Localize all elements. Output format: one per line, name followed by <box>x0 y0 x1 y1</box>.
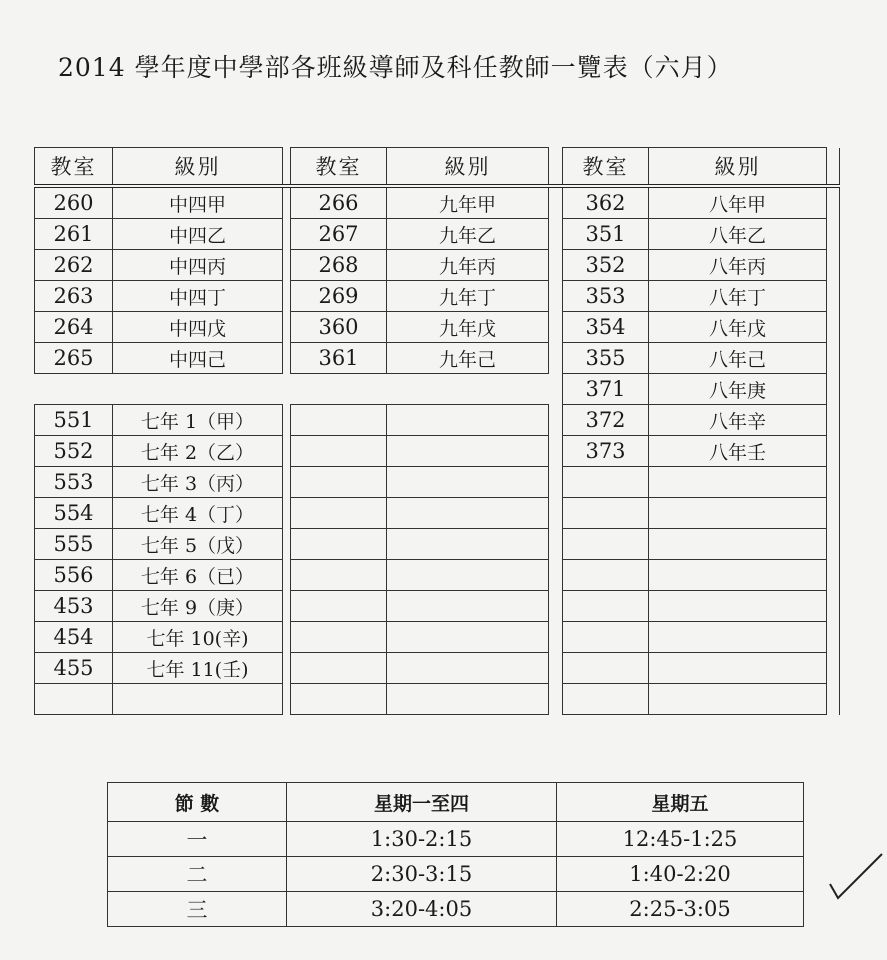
empty-cell <box>291 436 387 467</box>
period-label: 二 <box>108 857 287 892</box>
empty-cell <box>387 498 549 529</box>
empty-cell <box>291 622 387 653</box>
empty-cell <box>649 591 827 622</box>
grade-name: 七年 3（丙） <box>113 467 283 498</box>
column-gap <box>827 312 840 343</box>
empty-cell <box>291 591 387 622</box>
grade-name: 八年壬 <box>649 436 827 467</box>
table-row <box>35 684 840 715</box>
grade-header: 級別 <box>113 148 283 187</box>
room-number: 454 <box>35 622 113 653</box>
table-row <box>35 312 840 343</box>
mon-thu-time: 1:30-2:15 <box>287 822 557 857</box>
grade-name: 七年 6（已） <box>113 560 283 591</box>
empty-cell <box>649 560 827 591</box>
class-room-table <box>34 147 840 715</box>
column-gap <box>827 436 840 467</box>
grade-name: 九年乙 <box>387 219 549 250</box>
room-number: 455 <box>35 653 113 684</box>
column-gap <box>827 529 840 560</box>
column-gap <box>283 250 291 281</box>
grade-name: 九年己 <box>387 343 549 374</box>
empty-cell <box>35 684 113 715</box>
table-row <box>35 343 840 374</box>
column-gap <box>827 498 840 529</box>
empty-cell <box>291 467 387 498</box>
column-gap <box>283 498 291 529</box>
empty-cell <box>649 622 827 653</box>
empty-cell <box>563 653 649 684</box>
empty-cell <box>563 498 649 529</box>
column-gap <box>283 560 291 591</box>
empty-cell <box>563 622 649 653</box>
empty-cell <box>291 498 387 529</box>
grade-name: 中四己 <box>113 343 283 374</box>
column-gap <box>549 312 563 343</box>
table-row <box>35 436 840 467</box>
empty-cell <box>827 684 840 715</box>
column-gap <box>549 186 563 219</box>
room-number: 354 <box>563 312 649 343</box>
room-number: 351 <box>563 219 649 250</box>
empty-cell <box>387 684 549 715</box>
grade-name: 八年戊 <box>649 312 827 343</box>
room-number: 453 <box>35 591 113 622</box>
checkmark-icon <box>826 848 886 908</box>
empty-cell <box>649 684 827 715</box>
empty-cell <box>291 653 387 684</box>
room-number: 556 <box>35 560 113 591</box>
room-number: 371 <box>563 374 649 405</box>
column-gap <box>283 148 291 187</box>
room-number: 268 <box>291 250 387 281</box>
column-gap <box>283 653 291 684</box>
grade-name: 九年丁 <box>387 281 549 312</box>
room-number: 269 <box>291 281 387 312</box>
schedule-row <box>108 892 804 927</box>
table-row <box>35 374 840 405</box>
empty-cell <box>387 374 549 405</box>
column-gap <box>549 591 563 622</box>
room-number: 267 <box>291 219 387 250</box>
empty-cell <box>387 529 549 560</box>
column-gap <box>283 436 291 467</box>
table-row <box>35 467 840 498</box>
room-number: 362 <box>563 186 649 219</box>
table-row <box>35 529 840 560</box>
room-number: 262 <box>35 250 113 281</box>
column-gap <box>827 622 840 653</box>
column-gap <box>827 148 840 187</box>
period-label: 三 <box>108 892 287 927</box>
empty-cell <box>283 684 291 715</box>
table-row <box>35 281 840 312</box>
room-number: 373 <box>563 436 649 467</box>
empty-cell <box>649 653 827 684</box>
column-gap <box>283 186 291 219</box>
grade-name: 中四乙 <box>113 219 283 250</box>
empty-cell <box>113 684 283 715</box>
column-gap <box>827 591 840 622</box>
column-gap <box>549 219 563 250</box>
column-gap <box>549 653 563 684</box>
column-gap <box>549 281 563 312</box>
empty-cell <box>563 467 649 498</box>
column-gap <box>283 343 291 374</box>
empty-cell <box>291 529 387 560</box>
grade-name: 九年甲 <box>387 186 549 219</box>
room-header: 教室 <box>291 148 387 187</box>
mon-thu-header: 星期一至四 <box>287 783 557 822</box>
empty-cell <box>35 374 113 405</box>
column-gap <box>283 467 291 498</box>
column-gap <box>549 467 563 498</box>
friday-time: 12:45-1:25 <box>557 822 804 857</box>
room-number: 353 <box>563 281 649 312</box>
grade-name: 七年 10(辛) <box>113 622 283 653</box>
empty-cell <box>291 374 387 405</box>
table-row <box>35 405 840 436</box>
empty-cell <box>291 560 387 591</box>
column-gap <box>283 405 291 436</box>
schedule-header-row <box>108 783 804 822</box>
grade-name: 八年丁 <box>649 281 827 312</box>
column-gap <box>283 312 291 343</box>
grade-name: 八年乙 <box>649 219 827 250</box>
grade-name: 八年庚 <box>649 374 827 405</box>
room-number: 554 <box>35 498 113 529</box>
room-number: 552 <box>35 436 113 467</box>
empty-cell <box>563 684 649 715</box>
column-gap <box>827 467 840 498</box>
room-number: 263 <box>35 281 113 312</box>
grade-name: 七年 2（乙） <box>113 436 283 467</box>
column-gap <box>283 529 291 560</box>
room-number: 361 <box>291 343 387 374</box>
column-gap <box>827 186 840 219</box>
column-gap <box>827 560 840 591</box>
grade-name: 七年 9（庚） <box>113 591 283 622</box>
room-header: 教室 <box>563 148 649 187</box>
column-gap <box>827 374 840 405</box>
empty-cell <box>649 529 827 560</box>
room-number: 260 <box>35 186 113 219</box>
room-number: 360 <box>291 312 387 343</box>
empty-cell <box>387 560 549 591</box>
grade-name: 中四戊 <box>113 312 283 343</box>
grade-name: 八年丙 <box>649 250 827 281</box>
column-gap <box>549 343 563 374</box>
grade-name: 中四甲 <box>113 186 283 219</box>
table-row <box>35 186 840 219</box>
period-schedule-table <box>107 782 804 927</box>
room-number: 352 <box>563 250 649 281</box>
room-number: 551 <box>35 405 113 436</box>
empty-cell <box>291 405 387 436</box>
column-gap <box>827 405 840 436</box>
grade-name: 七年 5（戊） <box>113 529 283 560</box>
friday-time: 1:40-2:20 <box>557 857 804 892</box>
grade-header: 級別 <box>387 148 549 187</box>
grade-name: 八年己 <box>649 343 827 374</box>
column-gap <box>827 343 840 374</box>
table-row <box>35 653 840 684</box>
room-number: 555 <box>35 529 113 560</box>
column-gap <box>827 219 840 250</box>
room-number: 355 <box>563 343 649 374</box>
empty-cell <box>113 374 283 405</box>
friday-time: 2:25-3:05 <box>557 892 804 927</box>
document-title: 2014 學年度中學部各班級導師及科任教師一覽表（六月） <box>58 53 733 82</box>
mon-thu-time: 2:30-3:15 <box>287 857 557 892</box>
column-gap <box>283 591 291 622</box>
period-header: 節 數 <box>108 783 287 822</box>
table-row <box>35 498 840 529</box>
grade-name: 中四丁 <box>113 281 283 312</box>
empty-cell <box>549 374 563 405</box>
column-gap <box>549 529 563 560</box>
room-number: 261 <box>35 219 113 250</box>
room-header: 教室 <box>35 148 113 187</box>
table-header-row <box>35 148 840 187</box>
period-label: 一 <box>108 822 287 857</box>
column-gap <box>827 281 840 312</box>
column-gap <box>549 498 563 529</box>
room-number: 264 <box>35 312 113 343</box>
room-number: 372 <box>563 405 649 436</box>
table-row <box>35 622 840 653</box>
column-gap <box>283 622 291 653</box>
column-gap <box>283 219 291 250</box>
room-number: 553 <box>35 467 113 498</box>
table-row <box>35 591 840 622</box>
empty-cell <box>387 622 549 653</box>
schedule-row <box>108 822 804 857</box>
column-gap <box>549 436 563 467</box>
empty-cell <box>283 374 291 405</box>
column-gap <box>549 560 563 591</box>
empty-cell <box>563 560 649 591</box>
grade-name: 八年辛 <box>649 405 827 436</box>
empty-cell <box>649 467 827 498</box>
column-gap <box>827 250 840 281</box>
column-gap <box>827 653 840 684</box>
grade-name: 七年 4（丁） <box>113 498 283 529</box>
empty-cell <box>291 684 387 715</box>
table-row <box>35 560 840 591</box>
column-gap <box>549 148 563 187</box>
empty-cell <box>649 498 827 529</box>
grade-name: 中四丙 <box>113 250 283 281</box>
grade-name: 七年 1（甲） <box>113 405 283 436</box>
empty-cell <box>387 653 549 684</box>
empty-cell <box>549 684 563 715</box>
column-gap <box>549 405 563 436</box>
column-gap <box>549 622 563 653</box>
room-number: 265 <box>35 343 113 374</box>
mon-thu-time: 3:20-4:05 <box>287 892 557 927</box>
table-row <box>35 250 840 281</box>
empty-cell <box>563 529 649 560</box>
grade-name: 九年丙 <box>387 250 549 281</box>
friday-header: 星期五 <box>557 783 804 822</box>
table-row <box>35 219 840 250</box>
grade-name: 八年甲 <box>649 186 827 219</box>
empty-cell <box>387 467 549 498</box>
schedule-row <box>108 857 804 892</box>
room-number: 266 <box>291 186 387 219</box>
empty-cell <box>387 436 549 467</box>
grade-name: 九年戊 <box>387 312 549 343</box>
grade-header: 級別 <box>649 148 827 187</box>
empty-cell <box>387 591 549 622</box>
column-gap <box>549 250 563 281</box>
column-gap <box>283 281 291 312</box>
empty-cell <box>387 405 549 436</box>
empty-cell <box>563 591 649 622</box>
grade-name: 七年 11(壬) <box>113 653 283 684</box>
